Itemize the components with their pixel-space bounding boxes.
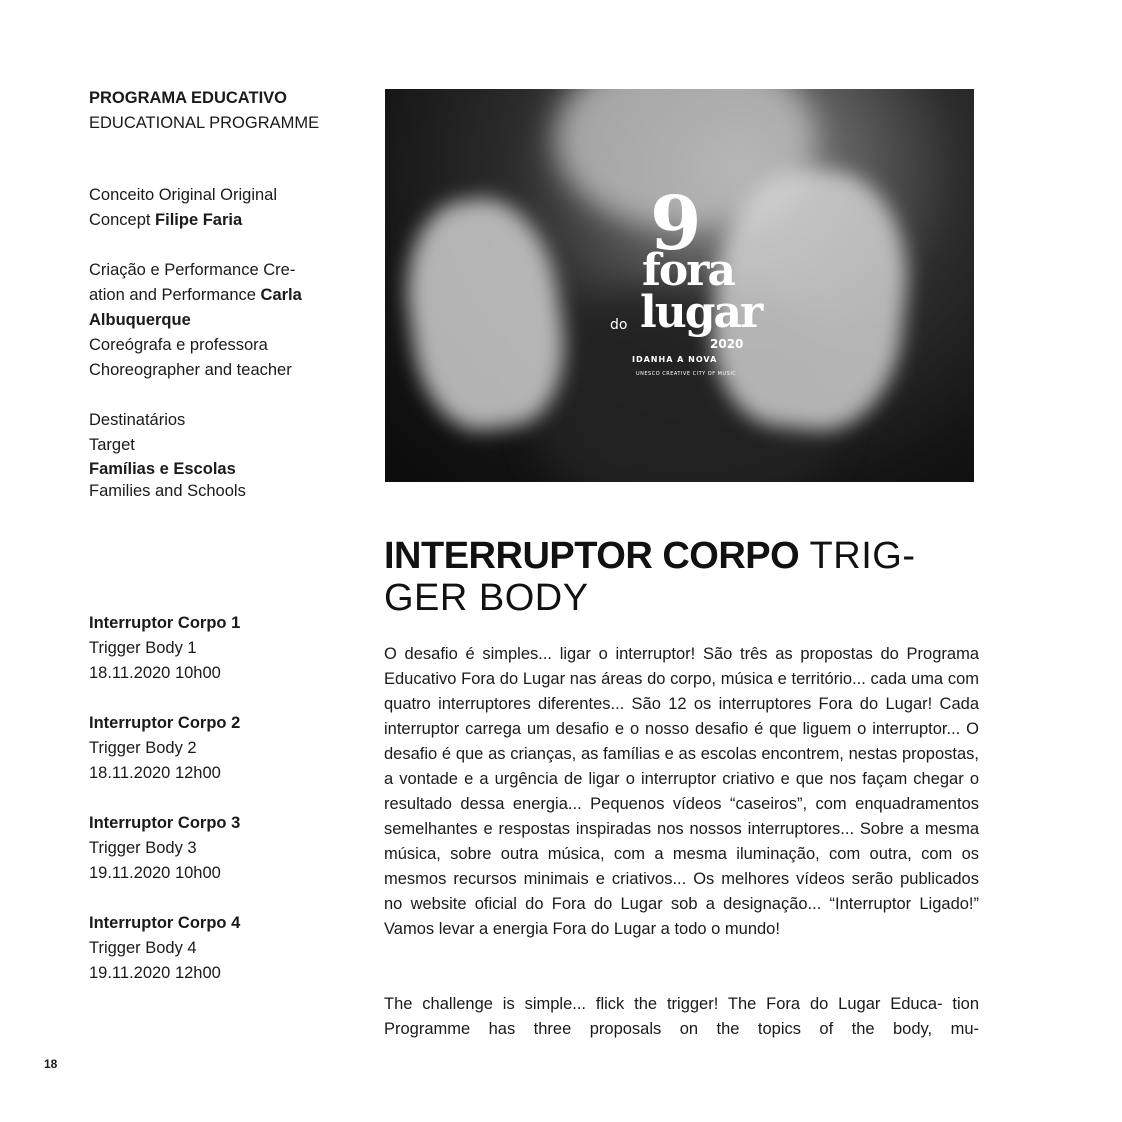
- session-item: [89, 911, 339, 986]
- programme-title-en: EDUCATIONAL PROGRAMME: [89, 114, 320, 132]
- logo-place: IDANHA A NOVA: [632, 355, 718, 364]
- session-title: Interruptor Corpo 1: [89, 614, 241, 632]
- session-datetime: 18.11.2020 10h00: [89, 664, 221, 682]
- logo-numeral: 9: [650, 181, 702, 267]
- session-item: [89, 811, 339, 886]
- session-subtitle: Trigger Body 3: [89, 839, 197, 857]
- creation-name-2: Albuquerque: [89, 311, 191, 329]
- creation-label-en-2: ation and Performance: [89, 286, 261, 304]
- concept-label-en-1: Original: [215, 186, 278, 204]
- session-title: Interruptor Corpo 2: [89, 714, 241, 732]
- logo-tagline: UNESCO CREATIVE CITY OF MUSIC: [636, 371, 737, 377]
- page-number: 18: [44, 1057, 58, 1071]
- target-label-en: Target: [89, 436, 135, 454]
- creation-label-pt: Criação e Performance: [89, 261, 259, 279]
- role-en: Choreographer and teacher: [89, 361, 292, 379]
- creation-label-en-1: Cre-: [258, 261, 296, 279]
- session-subtitle: Trigger Body 4: [89, 939, 197, 957]
- title-light-2: GER BODY: [384, 577, 589, 619]
- session-title: Interruptor Corpo 4: [89, 914, 241, 932]
- session-title: Interruptor Corpo 3: [89, 814, 241, 832]
- page-title: [384, 535, 984, 619]
- creation-name-1: Carla: [260, 286, 302, 304]
- logo-word-fora: fora: [642, 245, 734, 296]
- target-value-en: Families and Schools: [89, 482, 246, 500]
- session-subtitle: Trigger Body 2: [89, 739, 197, 757]
- programme-title-pt: PROGRAMA EDUCATIVO: [89, 89, 287, 107]
- target-value-pt: Famílias e Escolas: [89, 460, 236, 478]
- concept-label-en-2: Concept: [89, 211, 156, 229]
- creation-credit: [89, 258, 339, 383]
- logo-word-do: do: [610, 317, 628, 333]
- concept-name: Filipe Faria: [155, 211, 243, 229]
- target-credit: [89, 408, 339, 502]
- session-list: [89, 611, 339, 1011]
- blurred-left-hand: [395, 190, 576, 439]
- title-bold: INTERRUPTOR CORPO: [384, 535, 800, 577]
- role-pt: Coreógrafa e professora: [89, 336, 268, 354]
- session-datetime: 19.11.2020 10h00: [89, 864, 221, 882]
- session-datetime: 19.11.2020 12h00: [89, 964, 221, 982]
- logo-year: 2020: [710, 337, 744, 351]
- session-item: [89, 711, 339, 786]
- session-item: [89, 611, 339, 686]
- concept-label-pt: Conceito Original: [89, 186, 216, 204]
- title-light-1: TRIG-: [799, 535, 916, 577]
- logo-word-lugar: lugar: [640, 287, 762, 338]
- hero-photo: [385, 89, 974, 482]
- original-concept-credit: [89, 183, 339, 233]
- target-label-pt: Destinatários: [89, 411, 186, 429]
- session-datetime: 18.11.2020 12h00: [89, 764, 221, 782]
- session-subtitle: Trigger Body 1: [89, 639, 197, 657]
- body-text-en: The challenge is simple... flick the trigger! The Fora do Lugar Educa- tion Programme has three proposals on the topics of the body, mu-: [384, 995, 979, 1038]
- credits-column: [89, 86, 339, 502]
- body-text-pt: O desafio é simples... ligar o interruptor! São três as propostas do Programa Educativo Fora do Lugar nas áreas do corpo, música e território... cada uma com quatro interruptores diferentes... São 12 os interruptores Fora do Lugar! Cada interruptor carrega um desafio e o nosso desafio é que liguem o interruptor... O desafio é que as crianças, as famílias e as escolas encontrem, nestas propostas, a vontade e a urgência de ligar o interruptor criativo e que nos façam chegar o resultado dessa energia... Pequenos vídeos “caseiros”, com enquadramentos semelhantes e respostas inspiradas nos nossos interruptores... Sobre a mesma música, sobre outra música, com a mesma iluminação, com outra, com os mesmos recursos minimais e criativos... Os melhores vídeos serão publicados no website oficial do Fora do Lugar sob a designação... “Interruptor Ligado!” Vamos levar a energia Fora do Lugar a todo o mundo!: [384, 645, 979, 938]
- festival-logo: [610, 181, 762, 384]
